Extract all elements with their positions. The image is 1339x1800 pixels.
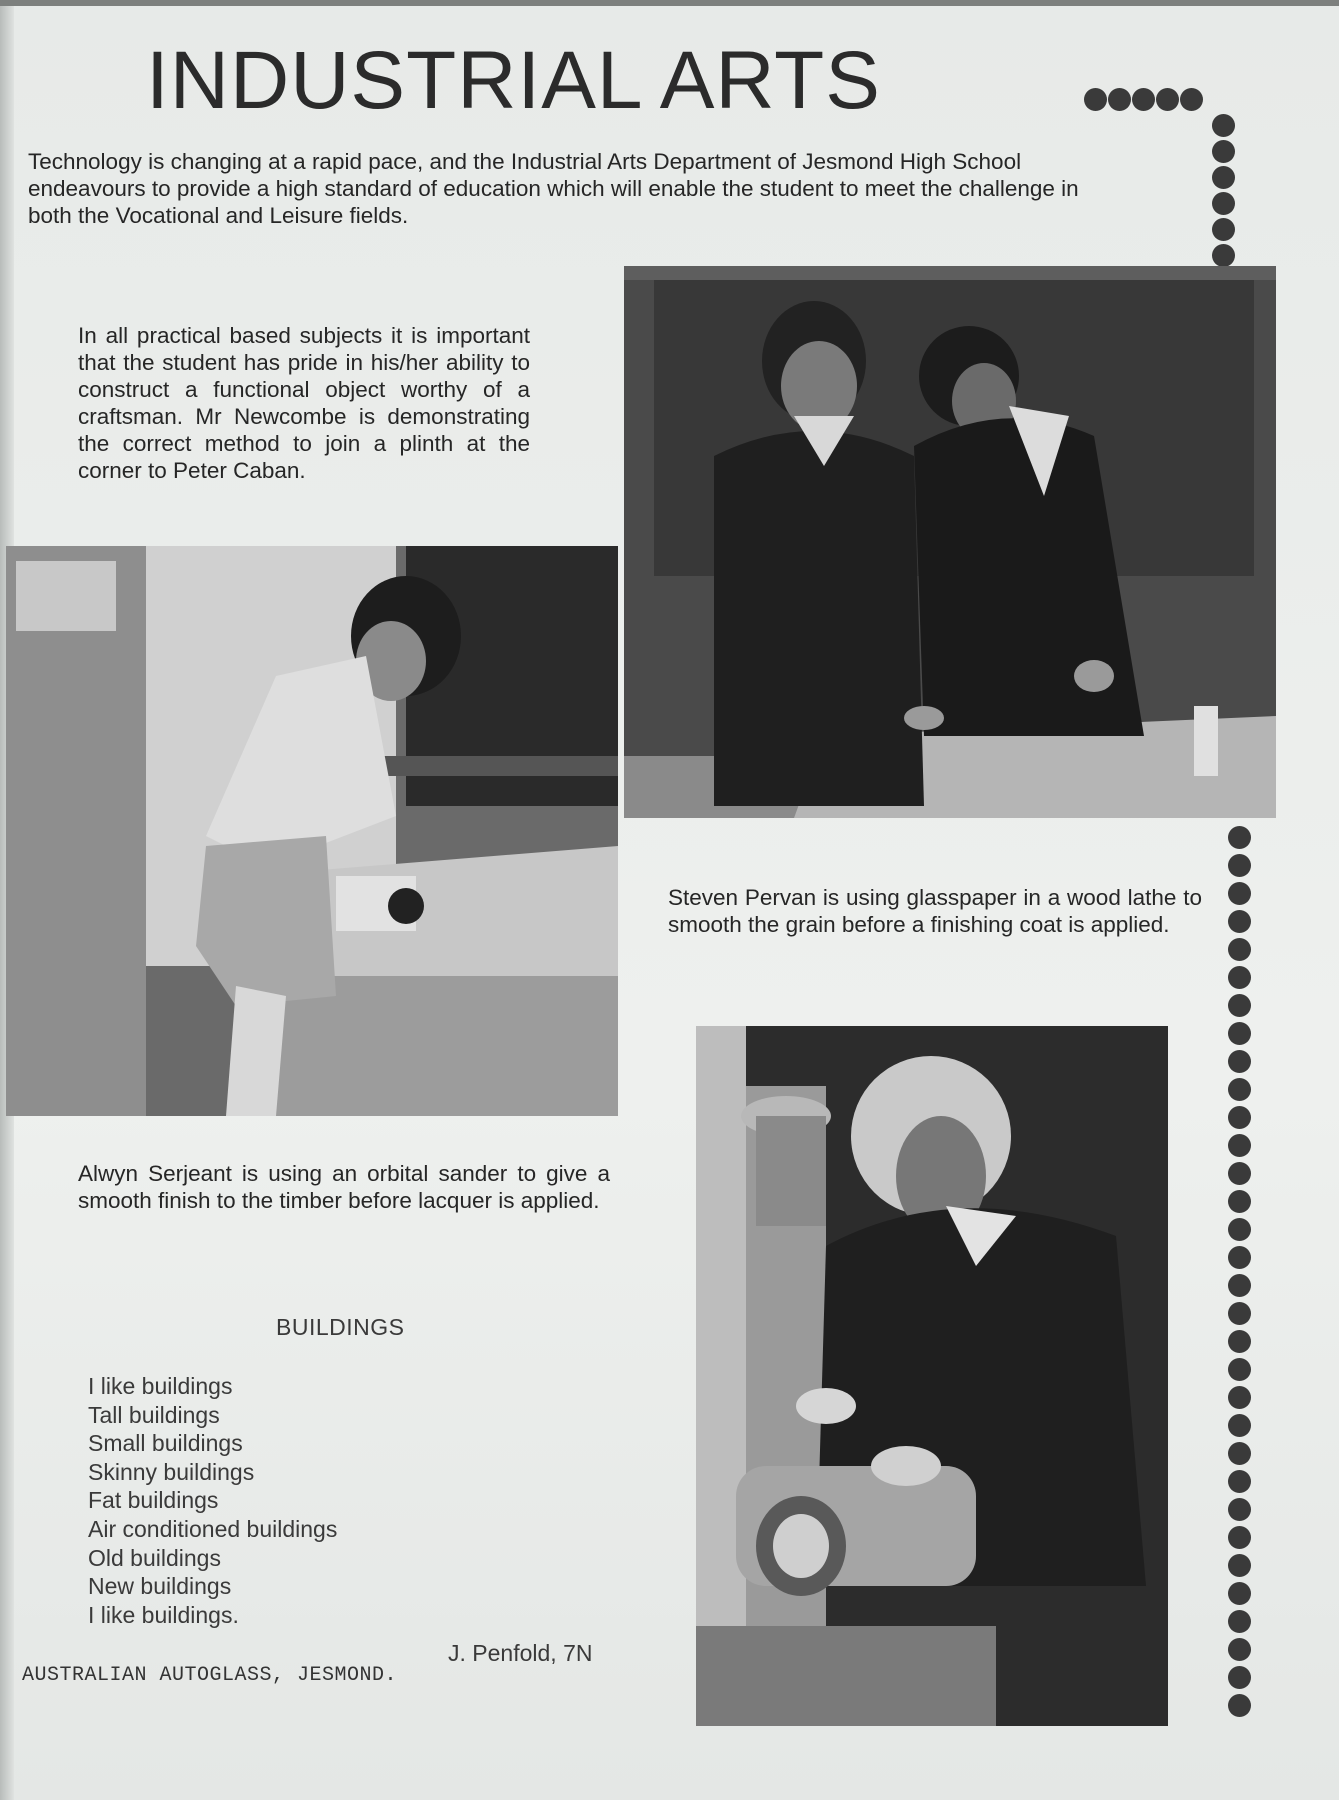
decorative-dot xyxy=(1132,88,1155,111)
poem-line: I like buildings xyxy=(88,1373,233,1399)
decorative-dot xyxy=(1228,1274,1251,1297)
decorative-dot xyxy=(1228,1498,1251,1521)
decorative-dot xyxy=(1228,1582,1251,1605)
poem-author: J. Penfold, 7N xyxy=(448,1640,593,1666)
poem-line: Air conditioned buildings xyxy=(88,1515,338,1542)
decorative-dot xyxy=(1228,1330,1251,1353)
decorative-dot xyxy=(1228,882,1251,905)
decorative-dot xyxy=(1228,1218,1251,1241)
photo-wood-lathe xyxy=(696,1026,1168,1726)
decorative-dot xyxy=(1228,1694,1251,1717)
caption-sander: Alwyn Serjeant is using an orbital sander to give a smooth finish to the timber before lacquer is applied. xyxy=(78,1161,610,1213)
decorative-dot xyxy=(1228,1106,1251,1129)
decorative-dot xyxy=(1228,1638,1251,1661)
decorative-dot xyxy=(1228,1610,1251,1633)
poem-line: Old buildings xyxy=(88,1544,221,1571)
decorative-dot xyxy=(1228,1526,1251,1549)
decorative-dot xyxy=(1228,1358,1251,1381)
decorative-dot xyxy=(1212,244,1235,267)
intro-paragraph: Technology is changing at a rapid pace, and the Industrial Arts Department of Jesmond High School endeavours to provide a high standard of education which will enable the student to meet the challenge in both the Vocational and Leisure fields. xyxy=(28,149,1079,228)
poem-line: Small buildings xyxy=(88,1430,243,1457)
poem-lines xyxy=(88,1372,337,1629)
poem-line: Fat buildings xyxy=(88,1487,219,1514)
decorative-dot xyxy=(1228,1134,1251,1157)
decorative-dot xyxy=(1084,88,1107,111)
decorative-dot xyxy=(1228,854,1251,877)
decorative-dot xyxy=(1228,1302,1251,1325)
page-title: INDUSTRIAL ARTS xyxy=(146,35,881,126)
decorative-dot xyxy=(1228,1022,1251,1045)
sponsor-line: AUSTRALIAN AUTOGLASS, JESMOND. xyxy=(22,1664,398,1687)
decorative-dot xyxy=(1228,1190,1251,1213)
photo-plinth-illustration xyxy=(624,266,1276,818)
decorative-dot xyxy=(1228,1050,1251,1073)
decorative-dot xyxy=(1108,88,1131,111)
poem-line: I like buildings. xyxy=(88,1601,239,1628)
decorative-dot xyxy=(1228,966,1251,989)
poem-title: BUILDINGS xyxy=(276,1314,405,1340)
caption-lathe: Steven Pervan is using glasspaper in a wood lathe to smooth the grain before a finishing coat is applied. xyxy=(668,885,1202,937)
decorative-dot xyxy=(1212,192,1235,215)
decorative-dot xyxy=(1228,1470,1251,1493)
decorative-dot xyxy=(1212,166,1235,189)
decorative-dot xyxy=(1212,218,1235,241)
decorative-dot xyxy=(1228,1666,1251,1689)
decorative-dot xyxy=(1228,1442,1251,1465)
decorative-dot xyxy=(1228,994,1251,1017)
poem-line: Tall buildings xyxy=(88,1401,220,1428)
caption-plinth: In all practical based subjects it is important that the student has pride in his/her ability to construct a functional object worthy of a craftsman. Mr Newcombe is demonstrating the correct method to join a plinth at the corner to Peter Caban. xyxy=(78,323,530,483)
decorative-dot xyxy=(1156,88,1179,111)
poem-line: New buildings xyxy=(88,1573,232,1600)
decorative-dot xyxy=(1228,1078,1251,1101)
decorative-dot xyxy=(1212,140,1235,163)
photo-sander-illustration xyxy=(6,546,618,1116)
decorative-dot xyxy=(1228,1554,1251,1577)
decorative-dot xyxy=(1228,1386,1251,1409)
photo-orbital-sander xyxy=(6,546,618,1116)
decorative-dot xyxy=(1180,88,1203,111)
photo-lathe-illustration xyxy=(696,1026,1168,1726)
page-top-edge xyxy=(0,0,1339,6)
poem-line: Skinny buildings xyxy=(88,1458,255,1485)
decorative-dot xyxy=(1228,938,1251,961)
decorative-dot xyxy=(1228,1162,1251,1185)
photo-plinth-demonstration xyxy=(624,266,1276,818)
decorative-dot xyxy=(1228,826,1251,849)
decorative-dot xyxy=(1228,910,1251,933)
decorative-dot xyxy=(1228,1414,1251,1437)
decorative-dot xyxy=(1212,114,1235,137)
decorative-dot xyxy=(1228,1246,1251,1269)
